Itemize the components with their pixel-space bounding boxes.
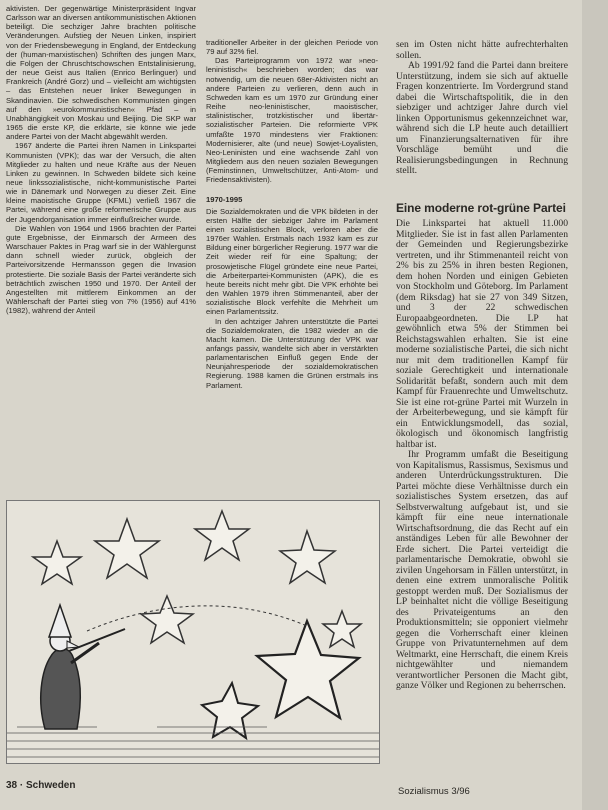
paragraph: Ab 1991/92 fand die Partei dann breitere Unterstützung, indem sie sich auf aktuelle Fragen konzentrierte. Im Vordergrund stand dabei die Wirtschaftspolitik, die in den siebziger und achtziger Jahre durch viel linken Opportunismus gekennzeichnet war, während sich die LP heute auch detailliert um Finanzierungsalternativen für ihre Vorschläge bemüht und die Realisierungsbedingungen in Rechnung stellt. (396, 60, 568, 176)
ground-hatching (7, 727, 379, 757)
paragraph: Ihr Programm umfaßt die Beseitigung von Kapitalismus, Rassismus, Sexismus und anderen Unterdrückungsstrukturen. Die Partei möchte diese Verhältnisse durch ein sozialistisches System ersetzen, das auf Selbstverwaltung aufgebaut ist, und sie kämpft für eine neue internationale Wirtschaftsordnung, die das Recht auf ein anständiges Leben für alle Bewohner der Erde sichert. Die Partei verteidigt die parlamentarische Demokratie, obwohl sie zivilen Ungehorsam in Fällen unterstützt, in denen eine extrem unmoralische Politik gestoppt werden muß. Der Sozialismus der LP beinhaltet nicht die völlige Beseitigung des Privateigentums an den Produktionsmitteln; sie opponiert vielmehr gegen die Vorherrschaft einer kleinen Gruppe von Privatunternehmen auf dem Weltmarkt, eine Herrschaft, die einem Kreis nichtgewählter und niemandem verantwortlicher Personen die Macht gibt, ganze Völker und Regionen zu beherrschen. (396, 449, 568, 691)
paragraph: Die Linkspartei hat aktuell 11.000 Mitglieder. Sie ist in fast allen Parlamenten der Gemeinden und Regierungsbezirke vertreten, und ihr Stimmenanteil reicht von 2% bis zu 25% in ihren besten Regionen, dem hohen Norden und einigen Gebieten von Stockholm und Göteborg. Im Parlament (dem Riksdag) hat sie 27 von 349 Sitzen, und 3 der 22 schwedischen Europaabgeordneten. Die LP hat gewöhnlich etwa 5% der Stimmen bei Reichstagswahlen erhalten. Sie ist eine moderne sozialistische Partei, die sich nicht nur mit dem traditionellen Kampf für soziale Gerechtigkeit und internationale Solidarität befaßt, sondern auch mit dem Kampf für Frauenrechte und Umweltschutz. Sie ist eine rot-grüne Partei mit Wurzeln in der Arbeiterbewegung, und sie kämpft für ein Entwicklungsmodell, das sozial, ökologisch und ökonomisch langfristig haltbar ist. (396, 218, 568, 450)
star-icon (323, 611, 361, 647)
magic-wand (69, 629, 125, 651)
star-icon (280, 531, 335, 583)
paragraph: 1967 änderte die Partei ihren Namen in Linkspartei Kommunisten (VPK); das war der Versuch, die alten Mitglieder zu halten und neue Kräfte aus der Neuen Linken zu gewinnen. In Schweden bildete sich keine neue linkssozialistische, nicht-kommunistische Partei wie in Dänemark und Norwegen zu dieser Zeit. Eine kleine maoistische Gruppe (KFML) verließ 1967 die Partei, während eine große reformerische Gruppe aus der Jugendorganisation immer einflußreicher wurde. (6, 141, 196, 224)
star-icon (33, 541, 81, 584)
paragraph: Die Wahlen von 1964 und 1966 brachten der Partei gute Ergebnisse, der Einmarsch der Armeen des Warschauer Paktes in Prag warf sie in der Wählergunst dann schnell wieder zurück, obgleich der Parteivorsitzende Hermansson gegen die Invasion protestierte. Die soziale Basis der Partei veränderte sich beträchtlich zwischen 1950 und 1970. Der Anteil der Angestellten mit mittlerem Einkommen an der Wählerschaft der Partei stieg von 7% (1956) auf 41% (1982), während der Anteil (6, 223, 196, 316)
wand-trail (87, 606, 307, 631)
column-3 (396, 40, 568, 780)
column-1 (6, 4, 196, 534)
paragraph: aktivisten. Der gegenwärtige Ministerpräsident Ingvar Carlsson war an diversen antikommunistischen Aktionen beteiligt. Die sechziger Jahre brachten politische Veränderungen. Aufstieg der Neuen Linken, inspiriert von der Friedensbewegung in England, der Entdeckung der (human-marxistischen) Schriften des jungen Marx, die Folgen der Chruschtschowschen Entstalinisierung, der neue Geist aus Italien (Enrico Berlinguer) und Frankreich (André Gorz) und – vielleicht am wichtigsten – das Entstehen neuer linker Bewegungen in Skandinavien. Die schwedischen Kommunisten gingen auf den »eurokommunistischen« Pfad – in Unabhängigkeit von Moskau und Beijing. Die SKP war 1965 die erste KP, die erklärte, sie könne wie jede andere Partei von der Macht abgewählt werden. (6, 4, 196, 142)
column-2 (206, 38, 378, 503)
paragraph: Das Parteiprogramm von 1972 war »neo-leninistisch« beschrieben worden; das war notwendig, um die neuen 68er-Aktivisten nicht an andere Parteien zu verlieren, denn auch in Schweden kam es um 1970 zur Gründung einer Reihe neo-leninistischer, maoistischer, stalinistischer, trotzkistischer und libertär-sozialistischer Parteien. Die reformierte VPK umfaßte 1970 mindestens vier Fraktionen: Modernisierer, alte (und neue) Sowjet-Loyalisten, Neo-Leninisten und eine wachsende Zahl von Mitgliedern aus den neuen sozialen Bewegungen (Feminstinnen, Umweltschützer, Anti-Atom- und Friedensaktivisten). (206, 56, 378, 185)
section-subheading: 1970-1995 (206, 194, 243, 204)
page-edge-shadow (582, 0, 608, 810)
cartoon-illustration (6, 500, 380, 764)
section-heading: Eine moderne rot-grüne Partei (396, 200, 566, 215)
wizard-nose (67, 641, 79, 648)
paragraph: traditioneller Arbeiter in der gleichen Periode von 79 auf 32% fiel. (206, 38, 378, 57)
star-icon (141, 596, 193, 643)
page-footer-right: Sozialismus 3/96 (398, 786, 470, 797)
page-footer-left: 38 · Schweden (6, 780, 76, 791)
star-icon (195, 511, 249, 560)
paragraph: In den achtziger Jahren unterstützte die Partei die Sozialdemokraten, die 1982 wieder an die Macht kamen. Die Unterstützung der VPK war anfangs passiv, wandelte sich aber in verstärkten parlamentarischen Einfluß gegen Ende der Neunjahresperiode der sozialdemokratischen Regierung. 1988 kamen die Grünen erstmals ins Parlament. (206, 316, 378, 390)
star-icon (95, 519, 159, 578)
fallen-star-icon (202, 683, 258, 738)
paragraph: sen im Osten nicht hätte aufrechterhalten sollen. (396, 40, 568, 61)
paragraph: Die Sozialdemokraten und die VPK bildeten in der ersten Hälfte der siebziger Jahre im Parlament einen sozialistischen Block, verloren aber die 1976er Wahlen. Erstmals nach 1932 kam es zur Bildung einer bürgerlicher Regierung. 1977 war die Zeit wieder reif für eine Spaltung; der prosowjetische Flügel gründete eine neue Partei, die Arbeiterpartei-Kommunisten (APK), die es heute bereits nicht mehr gibt. Die VPK erhöhte bei den Wahlen 1979 ihren Stimmenanteil, aber der sozialistische Block verfehlte die Mehrheit um einen Parlamentssitz. (206, 206, 378, 317)
cartoon-drawing (7, 501, 379, 763)
wizard-hat (49, 605, 71, 637)
